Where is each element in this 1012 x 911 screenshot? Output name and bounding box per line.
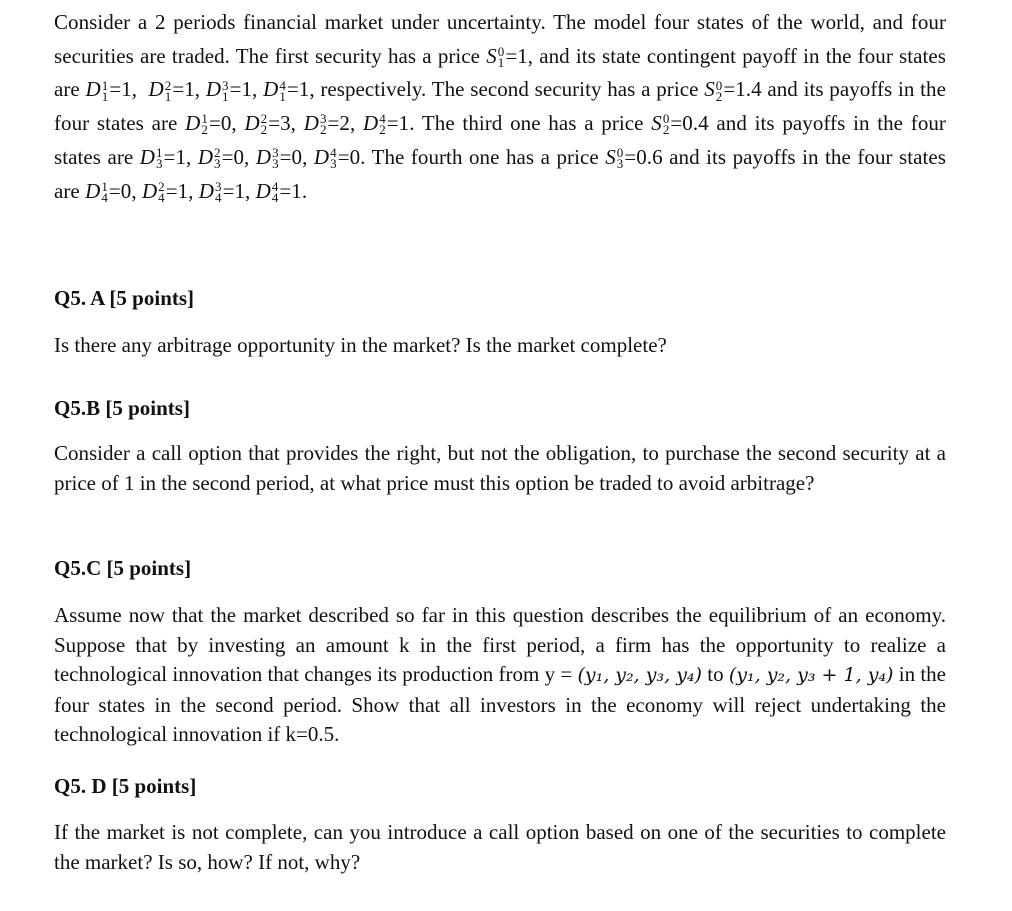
symbol-d: D [139,144,155,169]
script-d11: 1 1 [101,77,109,104]
q5d-text: If the market is not complete, can you introduce a call option based on one of the securities to complete the market? Is so, how? If not, why? [54,820,946,874]
symbol-d: D [255,178,271,203]
intro-paragraph [54,6,946,208]
script-d12: 2 1 [164,77,172,104]
symbol-d: D [363,111,379,136]
q5a-text: Is there any arbitrage opportunity in the market? Is the market complete? [54,333,667,357]
d33-value: =0, [279,144,308,169]
s3-price-text: =0.4 and its payoffs in the four states are [54,111,946,169]
d11-value: =1, [109,77,138,102]
d13-value: =1, [229,77,258,102]
s4-price-text: =0.6 and its payoffs in the four states are [54,144,946,203]
d31-value: =1, [163,144,192,169]
intro-text-4: The fourth one has a price [365,144,606,169]
symbol-d: D [303,111,319,136]
script-d33: 3 3 [272,144,279,171]
symbol-d: D [263,77,279,102]
symbol-d: D [313,144,330,169]
script-s2: 0 2 [715,77,723,104]
d32-value: =0, [221,144,250,169]
script-d21: 1 2 [201,111,208,138]
q5c-heading: Q5.C [5 points] [54,556,192,580]
q5c-text-c: in the four states in the second period. Show that all investors in the economy will reject undertaking the technological innovation if k=0.5. [54,662,947,746]
s1-price-text: =1, and its state contingent payoff in the four states are [54,43,946,102]
d23-value: =2, [327,111,356,136]
d43-value: =1, [222,178,251,203]
symbol-d: D [244,111,260,136]
d24-value: =1. [386,111,415,136]
script-d14: 4 1 [279,77,286,104]
symbol-d: D [197,144,214,169]
script-s3: 0 2 [662,111,670,138]
document-page [54,6,947,874]
intro-text-2: The second security has a price [426,77,705,102]
script-d24: 4 2 [379,111,386,138]
script-d13: 3 1 [222,77,229,104]
script-d42: 2 4 [158,178,165,205]
symbol-s2: S [704,77,715,102]
symbol-d: D [255,144,272,169]
q5b-heading: Q5.B [5 points] [54,396,190,420]
symbol-d: D [85,77,101,102]
q5c-text [54,601,946,750]
script-d44: 4 4 [271,178,279,205]
d41-value: =0, [108,178,137,203]
s2-price-text: =1.4 and its payoffs in the four states are [54,77,946,136]
script-d43: 3 4 [215,178,222,205]
intro-text-3: The third one has a price [414,111,652,136]
d21-value: =0, [208,111,237,136]
script-d32: 2 3 [214,144,221,171]
symbol-d: D [198,178,214,203]
script-d31: 1 3 [155,144,163,171]
script-s1: 0 1 [497,43,505,70]
script-d34: 4 3 [330,144,337,171]
script-d22: 2 2 [260,111,268,138]
symbol-d: D [148,77,164,102]
symbol-s1: S [486,43,497,68]
symbol-s4: S [605,144,616,169]
d44-value: =1. [279,178,308,203]
script-d41: 1 4 [101,178,108,205]
d22-value: =3, [268,111,296,136]
symbol-d: D [141,178,158,203]
q5c-text-b: to [701,662,729,686]
symbol-d: D [205,77,222,102]
script-d23: 3 2 [319,111,327,138]
d34-value: =0. [337,144,366,169]
intro-text-1: Consider a 2 periods financial market under uncertainty. The model four states of the world, and four securities are traded. The first security has a price [54,10,946,68]
script-s4: 0 3 [616,144,624,171]
q5b-text: Consider a call option that provides the right, but not the obligation, to purchase the second security at a price of 1 in the second period, at what price must this option be traded to avoid arbitrage? [54,441,946,495]
d42-value: =1, [165,178,194,203]
q5c-math-2: (y₁, y₂, y₃ + 1, y₄) [728,664,894,686]
symbol-s3: S [651,111,662,136]
symbol-d: D [185,111,201,136]
q5c-math-1: (y₁, y₂, y₃, y₄) [577,664,702,686]
symbol-d: D [85,178,101,203]
d14-value: =1, respectively. [286,77,427,102]
q5a-heading: Q5. A [5 points] [54,286,195,310]
q5d-heading: Q5. D [5 points] [54,774,197,798]
q5c-text-a: Assume now that the market described so far in this question describes the equilibrium of an economy. Suppose that by investing an amount k in the first period, a firm has the opportunity to realize a technological innovation that changes its production from y = [54,603,946,686]
d12-value: =1, [172,77,201,102]
